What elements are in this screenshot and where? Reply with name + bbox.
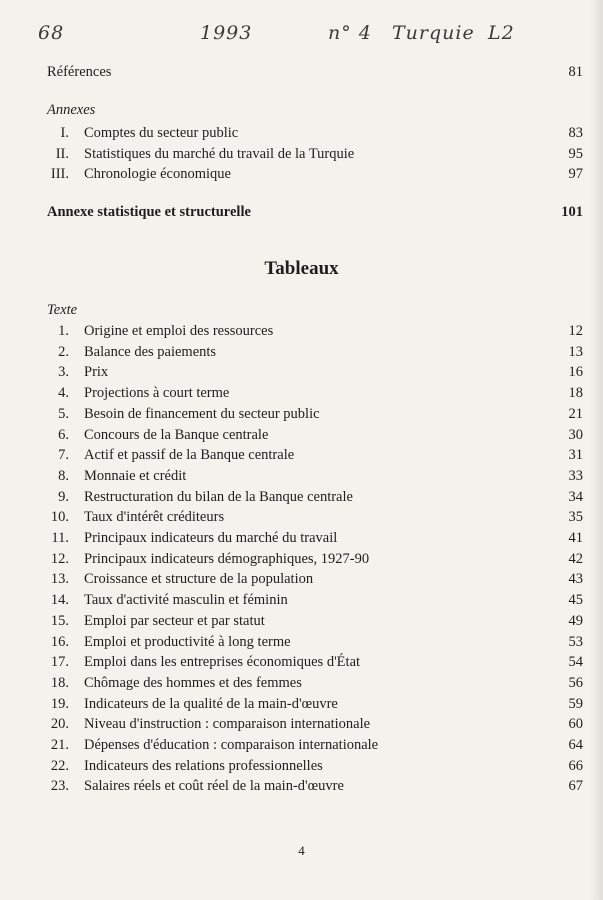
- toc-number: 8.: [58, 467, 69, 484]
- toc-label: Emploi et productivité à long terme: [84, 633, 291, 650]
- toc-label: Chronologie économique: [84, 166, 231, 182]
- toc-entry-references: [0, 64, 603, 84]
- toc-label: Besoin de financement du secteur public: [84, 405, 320, 422]
- toc-entry-table: [0, 675, 603, 695]
- toc-label: Taux d'intérêt créditeurs: [84, 509, 225, 526]
- toc-page-number: 95: [568, 146, 583, 162]
- toc-number: 20.: [50, 716, 69, 733]
- toc-label: Dépenses d'éducation : comparaison internationale: [84, 737, 379, 753]
- toc-page-number: 60: [568, 716, 583, 733]
- texte-subheading: Texte: [47, 302, 78, 318]
- toc-page-number: 54: [568, 654, 583, 671]
- toc-label: Indicateurs de la qualité de la main-d'œuvre: [84, 695, 338, 712]
- toc-entry-annexe: [0, 146, 603, 166]
- page-edge-shadow: [589, 0, 603, 900]
- handwritten-note-country: Turquie: [392, 22, 475, 44]
- toc-page-number: 81: [568, 64, 583, 80]
- toc-number: 17.: [50, 654, 69, 671]
- handwritten-note-issue: n° 4: [328, 22, 372, 44]
- toc-entry-table: [0, 592, 603, 612]
- toc-label: Balance des paiements: [84, 343, 217, 360]
- toc-number: 1.: [58, 323, 69, 339]
- toc-entry-table: [0, 758, 603, 778]
- toc-number: I.: [60, 125, 69, 141]
- toc-number: 6.: [58, 426, 69, 443]
- toc-page-number: 18: [568, 385, 583, 402]
- toc-number: 23.: [50, 778, 69, 795]
- toc-page-number: 56: [568, 674, 583, 691]
- toc-page-number: 16: [568, 364, 583, 381]
- toc-entry-table: [0, 447, 603, 467]
- toc-label: Niveau d'instruction : comparaison internationale: [84, 716, 371, 733]
- toc-entry-table: [0, 654, 603, 674]
- toc-label: Indicateurs des relations professionnelles: [84, 757, 323, 774]
- toc-page-number: 66: [568, 757, 583, 774]
- toc-entry-table: [0, 530, 603, 550]
- toc-entry-table: [0, 427, 603, 447]
- toc-label: Chômage des hommes et des femmes: [84, 674, 302, 691]
- toc-entry-annexe-statistique: [0, 204, 603, 224]
- toc-number: 22.: [50, 757, 69, 774]
- toc-entry-table: [0, 613, 603, 633]
- toc-label: Prix: [84, 364, 109, 381]
- toc-entry-table: [0, 323, 603, 343]
- toc-page-number: 42: [568, 550, 583, 567]
- toc-page-number: 67: [568, 778, 583, 795]
- toc-entry-table: [0, 634, 603, 654]
- toc-page-number: 12: [568, 323, 583, 339]
- toc-label: Principaux indicateurs démographiques, 1927-90: [84, 550, 370, 567]
- toc-number: 11.: [51, 530, 69, 546]
- toc-number: 14.: [50, 592, 69, 609]
- toc-page-number: 101: [561, 204, 583, 220]
- toc-entry-table: [0, 344, 603, 364]
- toc-label: Monnaie et crédit: [84, 467, 187, 484]
- toc-page-number: 35: [568, 509, 583, 526]
- toc-page-number: 49: [568, 612, 583, 629]
- toc-number: 4.: [58, 385, 69, 402]
- toc-page-number: 45: [568, 592, 583, 609]
- toc-number: 16.: [50, 633, 69, 650]
- toc-page-number: 43: [568, 571, 583, 588]
- handwritten-note-year: 1993: [200, 22, 253, 44]
- toc-number: III.: [50, 166, 69, 182]
- toc-label: Projections à court terme: [84, 385, 230, 402]
- toc-entry-annexe: [0, 125, 603, 145]
- toc-label: Restructuration du bilan de la Banque centrale: [84, 488, 353, 505]
- toc-page-number: 33: [568, 467, 583, 484]
- toc-entry-table: [0, 696, 603, 716]
- toc-page-number: 30: [568, 426, 583, 443]
- handwritten-note-number: 68: [38, 22, 65, 44]
- toc-number: II.: [55, 146, 69, 162]
- toc-page-number: 97: [568, 166, 583, 182]
- handwritten-note-code: L2: [488, 22, 515, 44]
- toc-label: Origine et emploi des ressources: [84, 323, 274, 339]
- toc-entry-table: [0, 385, 603, 405]
- toc-entry-table: [0, 778, 603, 798]
- toc-number: 10.: [50, 509, 69, 526]
- toc-number: 3.: [58, 364, 69, 381]
- toc-entry-table: [0, 364, 603, 384]
- toc-page-number: 34: [568, 488, 583, 505]
- toc-number: 5.: [58, 405, 69, 422]
- toc-number: 21.: [50, 737, 69, 753]
- toc-label: Emploi par secteur et par statut: [84, 612, 265, 629]
- toc-label: Emploi dans les entreprises économiques d'État: [84, 654, 361, 671]
- toc-number: 12.: [50, 550, 69, 567]
- toc-number: 15.: [50, 612, 69, 629]
- toc-page-number: 21: [568, 405, 583, 422]
- toc-label: Croissance et structure de la population: [84, 571, 314, 588]
- toc-entry-table: [0, 509, 603, 529]
- toc-label: Concours de la Banque centrale: [84, 426, 269, 443]
- toc-entry-table: [0, 406, 603, 426]
- toc-number: 19.: [50, 695, 69, 712]
- toc-entry-table: [0, 716, 603, 736]
- toc-label: Annexe statistique et structurelle: [47, 204, 251, 220]
- toc-number: 18.: [50, 674, 69, 691]
- toc-page-number: 41: [568, 530, 583, 546]
- annexes-heading: Annexes: [47, 102, 96, 118]
- toc-page-number: 59: [568, 695, 583, 712]
- toc-label: Statistiques du marché du travail de la Turquie: [84, 146, 355, 162]
- toc-label: Comptes du secteur public: [84, 125, 239, 141]
- toc-entry-table: [0, 468, 603, 488]
- toc-entry-table: [0, 571, 603, 591]
- toc-label: Références: [47, 64, 112, 80]
- toc-number: 2.: [58, 343, 69, 360]
- page-number: 4: [298, 843, 305, 858]
- toc-page-number: 83: [568, 125, 583, 141]
- toc-page-number: 13: [568, 343, 583, 360]
- toc-label: Taux d'activité masculin et féminin: [84, 592, 288, 609]
- toc-entry-table: [0, 737, 603, 757]
- toc-page-number: 53: [568, 633, 583, 650]
- toc-number: 9.: [58, 488, 69, 505]
- toc-number: 13.: [50, 571, 69, 588]
- toc-entry-annexe: [0, 166, 603, 186]
- tableaux-title: Tableaux: [264, 258, 339, 279]
- toc-page-number: 31: [568, 447, 583, 464]
- toc-entry-table: [0, 551, 603, 571]
- toc-label: Salaires réels et coût réel de la main-d'œuvre: [84, 778, 344, 795]
- toc-label: Actif et passif de la Banque centrale: [84, 447, 295, 464]
- toc-entry-table: [0, 489, 603, 509]
- toc-label: Principaux indicateurs du marché du travail: [84, 530, 338, 546]
- toc-number: 7.: [58, 447, 69, 464]
- toc-page-number: 64: [568, 737, 583, 753]
